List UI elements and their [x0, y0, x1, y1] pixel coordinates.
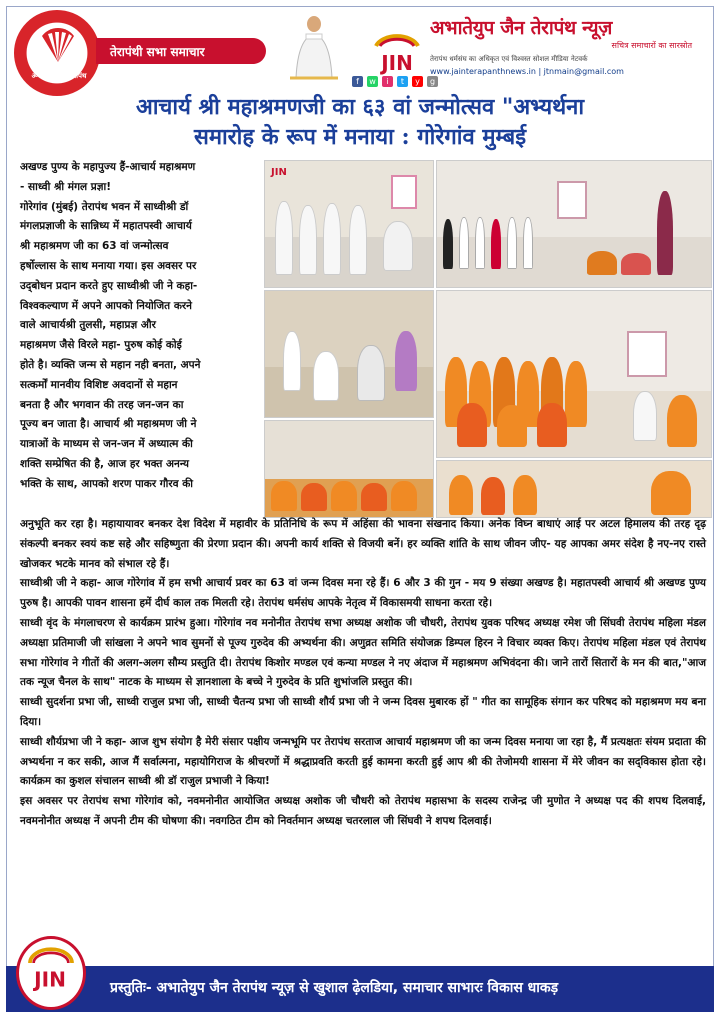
jin-logo-icon: [368, 28, 426, 78]
photo-men-seated: [264, 290, 434, 418]
text-line: उद्‌बोधन प्रदान करते हुए साध्वीश्री जी ने कहा-: [20, 279, 198, 292]
svg-text:JIN: JIN: [381, 51, 413, 75]
photo-sadhvis-stage: [264, 160, 434, 288]
acharya-portrait-icon: [284, 12, 344, 82]
paragraph: साध्वी वृंद के मंगलाचरण से कार्यक्रम प्रारंभ हुआ। गोरेगांव नव मनोनीत तेरापंथ सभा अध्यक्ष अशोक जी चौधरी, तेरापंथ युवक परिषद अध्यक्ष रमेश जी सिंघवी तेरापंथ महिला मंडल अध्यक्षा प्रतिमाजी जी सांखला ने अपने भाव सुमनों से पूज्य गुरुदेव की अभ्यर्थना की। अणुव्रत समिति संयोजक्र डिम्पल हिरन ने विचार व्यक्त किए। तेरापंथ महिला मंडल एवं तेरापंथ सभा गोरेगांव ने गीतों की अलग-अलग सौम्य प्रस्तुति दी। तेरापंथ किशोर मण्डल एवं कन्या मण्डल ने नए अंदाज में महाश्रमण अभिवंदना की। जाने तारों सितारों के मन की बात,"आज तक न्यूज चैनल के साथ" नाटक के माध्यम से ज्ञानशाला के बच्चे ने गुरुदेव के प्रति शुभांजलि प्रस्तुत की।: [20, 616, 706, 689]
jin-logo-icon: [19, 939, 83, 1007]
text-line: होते है। व्यक्ति जन्म से महान नही बनता, अपने: [20, 358, 201, 371]
fan-emblem-icon: [38, 28, 78, 64]
masthead: [10, 8, 710, 88]
paragraph: साध्वी सुदर्शना प्रभा जी, साध्वी राजुल प्रभा जी, साध्वी चैतन्य प्रभा जी साध्वी शौर्य प्रभा जी ने जन्म दिवस मुबारक हों " गीत का सामूहिक संगान कर परिषद को महाश्रमण मय बना दिया।: [20, 696, 706, 728]
photo-front-row: [436, 460, 712, 518]
headline: [20, 92, 700, 152]
text-line: भक्ति के साथ, आपको शरण पाकर गौरव की: [20, 477, 193, 490]
text-line: अखण्ड पुण्य के महापुज्य हैं-आचार्य महाश्रमण: [20, 161, 196, 173]
brand-block: [430, 14, 710, 76]
twitter-icon[interactable]: t: [397, 76, 408, 87]
emblem-caption: ॐ प्रभो ! यह तेरापंथ: [31, 72, 87, 80]
gplus-icon[interactable]: g: [427, 76, 438, 87]
text-line: बनता है और भगवान की तरह जन-जन का: [20, 398, 184, 411]
text-line: वाले आचार्यश्री तुलसी, महाप्रज्ञ और: [20, 319, 156, 332]
terapanth-emblem-logo: [14, 10, 100, 96]
brand-subtitle: सचित्र समाचारों का सारस्रोत: [611, 41, 692, 50]
article-body: [20, 515, 706, 832]
facebook-icon[interactable]: f: [352, 76, 363, 87]
photo-floor-crowd: [264, 420, 434, 518]
brand-title: अभातेयुप जैन तेरापंथ न्यूज़: [430, 17, 613, 39]
text-line: गोरेगांव (मुंबई) तेरापंथ भवन में साध्वीश्री डॉ: [20, 200, 189, 213]
text-line: महाश्रमण जैसे विरले महा- पुरुष कोई कोई: [20, 339, 182, 352]
paragraph: साध्वी शौर्यप्रभा जी ने कहा- आज शुभ संयोग है मेरी संसार पक्षीय जन्मभूमि पर तेरापंथ सरताज आचार्य महाश्रमण जी का जन्म दिवस मनाया जा रहा है, मैं प्रत्यक्षतः संयम प्रदाता की अभ्यर्थना न कर सकी, आज मैं सर्वात्मना, महायोगिराज के श्रीचरणों में श्रद्धाप्रवति करती हुई कामना करती हुई आप श्री की तेजोमयी शासना में मेरे जीवन का सद्‌विकास होता रहे। कार्यक्रम का कुशल संचालन साध्वी श्री डॉ राजुल प्रभाजी ने किया!: [20, 735, 706, 788]
headline-line-1: आचार्य श्री महाश्रमणजी का ६३ वां जन्मोत्सव "अभ्यर्थना: [135, 94, 585, 120]
text-line: विश्वकल्याण में अपने आपको नियोजित करने: [20, 299, 193, 312]
photo-collage: [264, 160, 712, 518]
instagram-icon[interactable]: i: [382, 76, 393, 87]
photo-hall-audience: [436, 160, 712, 288]
paragraph: साध्वीश्री जी ने कहा- आज गोरेगांव में हम सभी आचार्य प्रवर का 63 वां जन्म दिवस मना रहे हैं। 6 और 3 की गुन - मय 9 संख्या अखण्ड है। महातपस्वी आचार्य श्री अखण्ड पुण्य पुरुष है। आपकी पावन शासना हमें दीर्घ काल तक मिलती रहे। तेरापंथ धर्मसंघ आपके नेतृत्व में विकासमयी साधना करता रहे।: [20, 577, 706, 610]
brand-tagline: तेरापंथ धर्मसंघ का अधिकृत एवं विश्वस्त सोशल मीडिया नेटवर्क: [430, 55, 588, 63]
jin-watermark: JIN: [271, 167, 287, 178]
paragraph: इस अवसर पर तेरापंथ सभा गोरेगांव को, नवमनोनीत आयोजित अध्यक्ष अशोक जी चौधरी को तेरापंथ महासभा के सदस्य राजेन्द्र जी मुणोत ने अध्यक्ष पद की शपथ दिलवाई, नवमनोनीत अध्यक्ष नें अपनी टीम की घोषणा की। नवगठित टीम को निवर्तमान अध्यक्ष चतरलाल जी सिंघवी ने शपथ दिलवाई।: [20, 795, 706, 827]
text-line: पूज्य बन जाता है। आचार्य श्री महाश्रमण जी ने: [20, 418, 197, 431]
text-line: - साध्वी श्री मंगल प्रज्ञा!: [20, 180, 111, 193]
text-line: हर्षोल्लास के साथ मनाया गया। इस अवसर पर: [20, 259, 197, 272]
text-line: यात्राओं के माध्यम से जन-जन में अध्यात्म की: [20, 438, 193, 451]
photo-women-saffron: [436, 290, 712, 458]
social-links: [352, 76, 438, 87]
paragraph: अनुभूति कर रहा है। महायायावर बनकर देश विदेश में महावीर के प्रतिनिधि के रूप में अहिंसा की भावना संखनाद किया। अनेक विघ्न बाधाएं आई पर अटल हिमालय की तरह दृढ़ संकल्पी बनकर स्वयं कष्ट सहे और सहिष्णुता की प्रेरणा प्रदान की। अपनी कार्य शक्ति से विजयी बनें। हर व्यक्ति शांति के साथ जीवन जीए- यह आपका अमर संदेश है नए-नए रास्ते खोजकर भटके मानव को संभाल रहे हैं।: [20, 518, 706, 570]
footer-jin-logo: [16, 936, 86, 1010]
article-left-column: [20, 158, 264, 495]
svg-text:JIN: JIN: [34, 967, 66, 992]
text-line: शक्ति सम्प्रेषित की है, आज हर भक्त अनन्य: [20, 457, 190, 470]
section-banner: तेरापंथी सभा समाचार: [96, 38, 266, 64]
text-line: सत्कर्मों मानवीय विशिष्ट अवदानों से महान: [20, 378, 178, 391]
text-line: मंगलप्रज्ञाजी के सान्निध्य में महातपस्वी आचार्य: [20, 220, 192, 233]
headline-line-2: समारोह के रूप में मनाया : गोरेगांव मुम्बई: [193, 124, 527, 150]
text-line: श्री महाश्रमण जी का 63 वां जन्मोत्सव: [20, 240, 169, 253]
whatsapp-icon[interactable]: w: [367, 76, 378, 87]
footer-credit: प्रस्तुतिः- अभातेयुप जैन तेरापंथ न्यूज़ से खुशाल ढ़ेलडिया, समाचार साभारः विकास धाकड़: [110, 980, 559, 996]
youtube-icon[interactable]: y: [412, 76, 423, 87]
brand-url[interactable]: www.jainterapanthnews.in | jtnmain@gmail.com: [430, 67, 624, 76]
